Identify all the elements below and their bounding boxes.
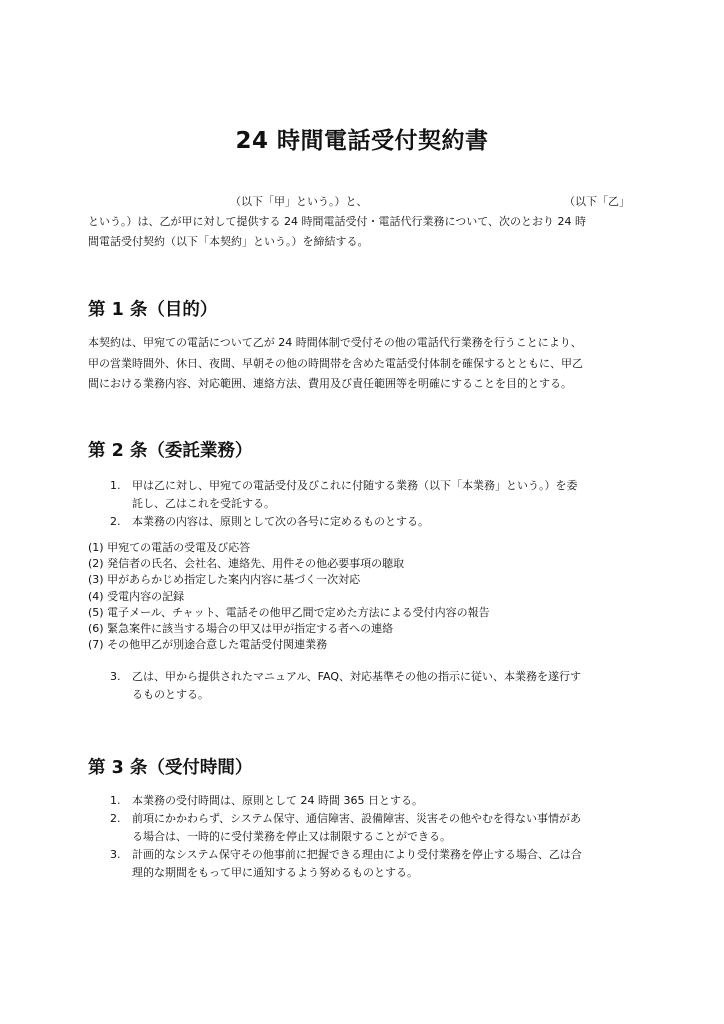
subitem: (7) その他甲乙が別途合意した電話受付関連業務 [88, 638, 328, 652]
article-1-heading: 第 1 条（目的） [88, 300, 218, 320]
list-item [110, 668, 640, 704]
subitem: (2) 発信者の氏名、会社名、連絡先、用件その他必要事項の聴取 [88, 557, 405, 571]
list-item-text: 計画的なシステム保守その他事前に把握できる理由により受付業務を停止する場合、乙は合 [132, 848, 582, 861]
intro-paragraph [88, 192, 638, 252]
article-3-list [110, 792, 640, 882]
article-2-list-continued [110, 668, 640, 704]
article-2-subitems [88, 540, 638, 653]
list-item [110, 513, 640, 531]
intro-line-1 [88, 192, 638, 212]
list-item-text: 前項にかかわらず、システム保守、通信障害、設備障害、災害その他やむを得ない事情があ [132, 812, 582, 825]
list-item-text: 甲は乙に対し、甲宛ての電話受付及びこれに付随する業務（以下「本業務」という。）を委 [132, 479, 578, 492]
list-item-number: 2. [110, 812, 121, 825]
list-item-number: 1. [110, 794, 121, 807]
list-item [110, 792, 640, 810]
subitem: (1) 甲宛ての電話の受電及び応答 [88, 541, 251, 554]
list-item-text: 本業務の受付時間は、原則として 24 時間 365 日とする。 [132, 794, 423, 807]
list-item-text: 乙は、甲から提供されたマニュアル、FAQ、対応基準その他の指示に従い、本業務を遂行す [132, 670, 581, 683]
subitem: (4) 受電内容の記録 [88, 589, 185, 603]
subitem: (5) 電子メール、チャット、電話その他甲乙間で定めた方法による受付内容の報告 [88, 605, 490, 619]
subitem: (6) 緊急案件に該当する場合の甲又は甲が指定する者への連絡 [88, 621, 394, 635]
intro-party-b: （以下「乙」 [564, 195, 630, 208]
subitem: (3) 甲があらかじめ指定した案内内容に基づく一次対応 [88, 573, 361, 587]
list-item [110, 810, 640, 846]
article-2-list [110, 477, 640, 531]
document-title: 24 時間電話受付契約書 [235, 128, 489, 154]
list-item [110, 477, 640, 513]
intro-party-a: （以下「甲」という。）と、 [230, 195, 368, 208]
list-item-number: 3. [110, 670, 121, 683]
list-item-number: 3. [110, 848, 121, 861]
list-item-text: る場合は、一時的に受付業務を停止又は制限することができる。 [132, 830, 451, 843]
article-3-heading: 第 3 条（受付時間） [88, 758, 253, 778]
article-1-body [88, 333, 643, 395]
list-item-text: 本業務の内容は、原則として次の各号に定めるものとする。 [132, 515, 429, 528]
article-1-line: 間における業務内容、対応範囲、連絡方法、費用及び責任範囲等を明確にすることを目的とする。 [88, 377, 572, 390]
list-item-text: るものとする。 [132, 688, 209, 701]
article-1-line: 本契約は、甲宛ての電話について乙が 24 時間体制で受付その他の電話代行業務を行うことにより、 [88, 336, 582, 349]
list-item-number: 2. [110, 515, 121, 528]
article-1-line: 甲の営業時間外、休日、夜間、早朝その他の時間帯を含めた電話受付体制を確保するとともに、甲乙 [88, 356, 583, 370]
intro-line-2: という。）は、乙が甲に対して提供する 24 時間電話受付・電話代行業務について、次のとおり 24 時 [88, 215, 587, 228]
intro-line-3: 間電話受付契約（以下「本契約」という。）を締結する。 [88, 235, 369, 248]
article-2-heading: 第 2 条（委託業務） [88, 441, 253, 461]
list-item-text: 託し、乙はこれを受託する。 [132, 497, 275, 510]
list-item [110, 846, 640, 882]
list-item-number: 1. [110, 479, 121, 492]
list-item-text: 理的な期間をもって甲に通知するよう努めるものとする。 [132, 866, 418, 879]
